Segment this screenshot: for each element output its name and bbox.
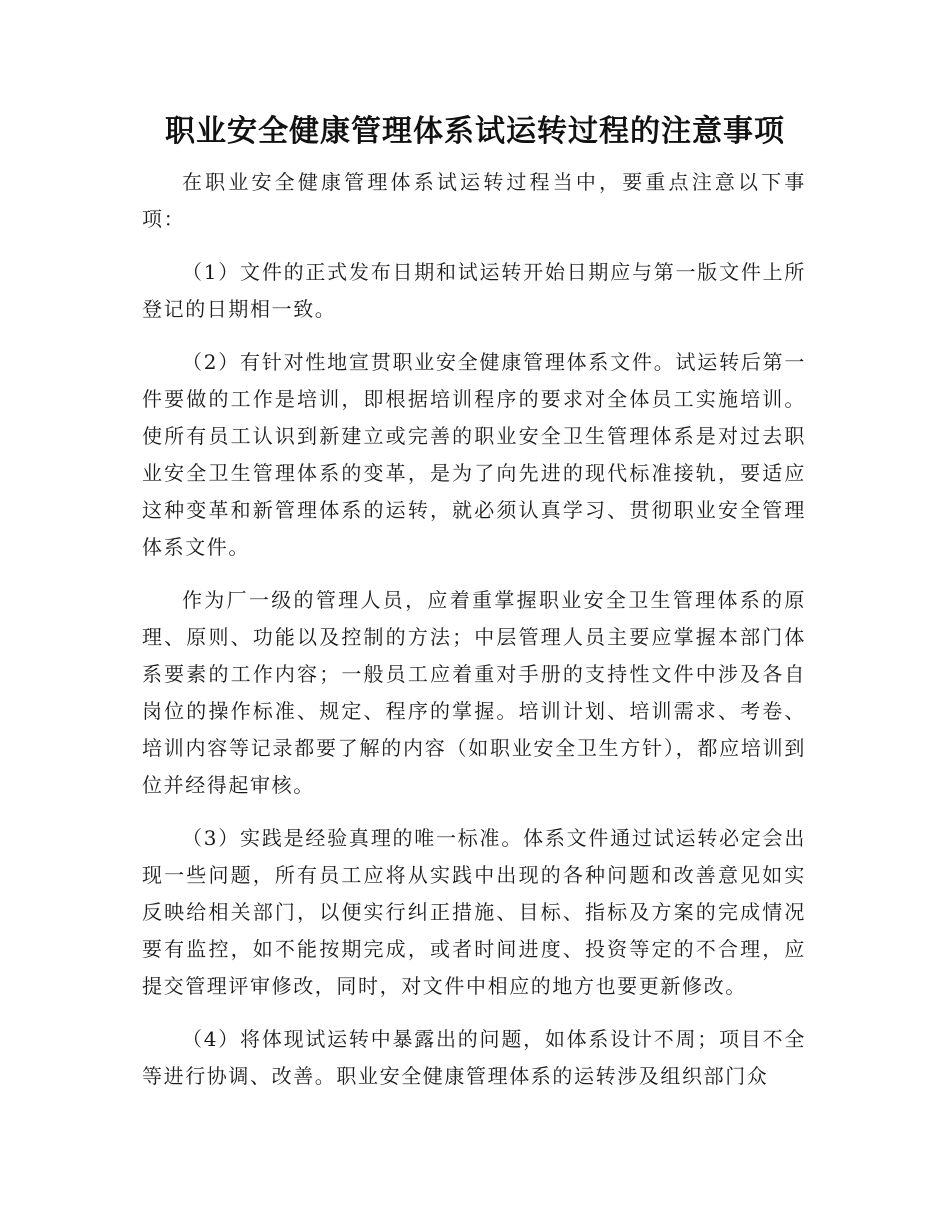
page-title: 职业安全健康管理体系试运转过程的注意事项 bbox=[165, 114, 785, 149]
item-1-paragraph: （1）文件的正式发布日期和试运转开始日期应与第一版文件上所登记的日期相一致。 bbox=[142, 260, 806, 321]
item-2-paragraph: （2）有针对性地宣贯职业安全健康管理体系文件。试运转后第一件要做的工作是培训，即根据培训程序的要求对全体员工实施培训。使所有员工认识到新建立或完善的职业安全卫生管理体系是对过去职业安全卫生管理体系的变革，是为了向先进的现代标准接轨，要适应这种变革和新管理体系的运转，就必须认真学习、贯彻职业安全管理体系文件。 bbox=[142, 350, 806, 559]
item-3-paragraph: （3）实践是经验真理的唯一标准。体系文件通过试运转必定会出现一些问题，所有员工应将从实践中出现的各种问题和改善意见如实反映给相关部门，以便实行纠正措施、目标、指标及方案的完成情况要有监控，如不能按期完成，或者时间进度、投资等定的不合理，应提交管理评审修改，同时，对文件中相应的地方也要更新修改。 bbox=[142, 826, 806, 998]
management-training-paragraph: 作为厂一级的管理人员，应着重掌握职业安全卫生管理体系的原理、原则、功能以及控制的方法；中层管理人员主要应掌握本部门体系要素的工作内容；一般员工应着重对手册的支持性文件中涉及各自岗位的操作标准、规定、程序的掌握。培训计划、培训需求、考卷、培训内容等记录都要了解的内容（如职业安全卫生方针），都应培训到位并经得起审核。 bbox=[142, 588, 806, 797]
item-4-paragraph: （4）将体现试运转中暴露出的问题，如体系设计不周；项目不全等进行协调、改善。职业安全健康管理体系的运转涉及组织部门众 bbox=[142, 1027, 806, 1088]
document-body bbox=[142, 164, 806, 1095]
intro-paragraph: 在职业安全健康管理体系试运转过程当中，要重点注意以下事项： bbox=[142, 170, 806, 231]
